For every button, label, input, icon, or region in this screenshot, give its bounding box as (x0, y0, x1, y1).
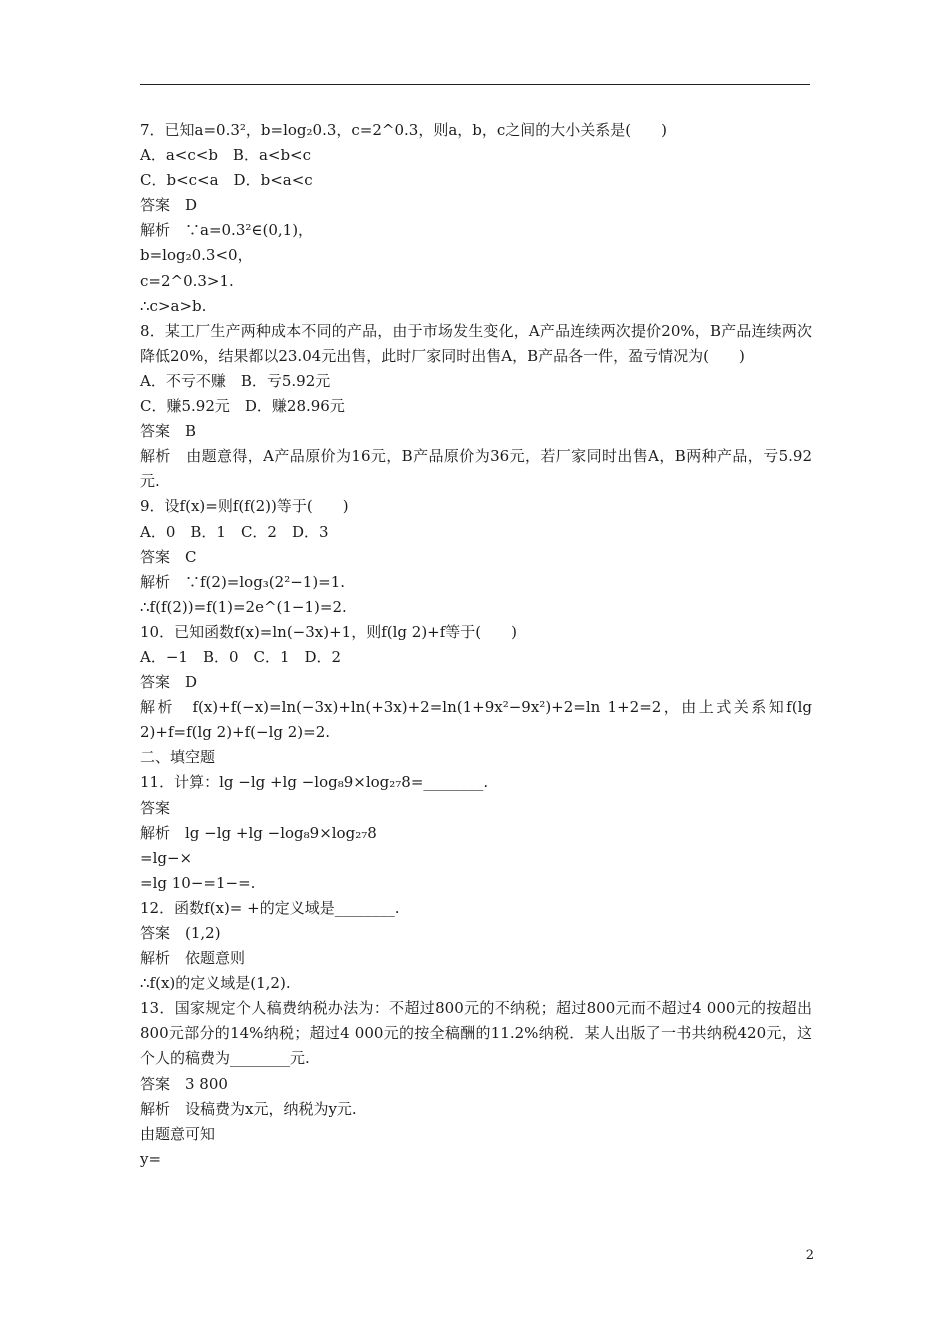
q7-solution: 解析 ∵a=0.3²∈(0,1)， (140, 221, 314, 240)
section-heading: 二、填空题 (140, 748, 216, 767)
q8-stem: 8．某工厂生产两种成本不同的产品，由于市场发生变化，A产品连续两次提价20%，B产品连续两次降低20%，结果都以23.04元出售，此时厂家同时出售A，B产品各一件，盈亏情况为( ) (140, 321, 812, 365)
q7-solution-step: c=2^0.3>1. (140, 271, 234, 290)
page-number: 2 (805, 1248, 814, 1263)
q7-stem: 7．已知a=0.3²，b=log₂0.3，c=2^0.3，则a，b，c之间的大小关系是( ) (140, 121, 667, 139)
q7-options-cd: C．b<c<a D．b<a<c (140, 171, 313, 190)
q7-conclusion: ∴c>a>b. (140, 296, 207, 315)
q8-answer: 答案 B (140, 422, 197, 441)
q10-answer: 答案 D (140, 673, 198, 692)
q8-solution: 解析 由题意得，A产品原价为16元，B产品原价为36元，若厂家同时出售A，B两种产品，亏5.92元. (140, 447, 812, 491)
q11-solution-step: =lg−× (140, 848, 193, 867)
q13-stem: 13．国家规定个人稿费纳税办法为：不超过800元的不纳税；超过800元而不超过4 000元的按超出800元部分的14%纳税；超过4 000元的按全稿酬的11.2%纳税．某人出版了一书共纳税420元，这个人的稿费为________元. (140, 999, 812, 1068)
q12-solution: 解析 依题意则 (140, 949, 246, 968)
q7-answer: 答案 D (140, 196, 198, 215)
q7-solution-step: b=log₂0.3<0， (140, 246, 253, 265)
q7-options-ab: A．a<c<b B．a<b<c (140, 146, 312, 165)
q11-solution-step: =lg 10−=1−=. (140, 873, 256, 892)
q12-conclusion: ∴f(x)的定义域是(1,2). (140, 974, 291, 993)
q8-options-cd: C．赚5.92元 D．赚28.96元 (140, 397, 345, 416)
header-rule (140, 84, 810, 85)
document-body (140, 118, 812, 1172)
q11-stem: 11．计算：lg −lg +lg −log₈9×log₂₇8=________. (140, 773, 489, 792)
q10-solution: 解析 f(x)+f(−x)=ln(−3x)+ln(+3x)+2=ln(1+9x²−9x²)+2=ln 1+2=2，由上式关系知f(lg 2)+f=f(lg 2)+f(−lg 2)=2. (140, 698, 812, 742)
q13-answer: 答案 3 800 (140, 1074, 228, 1093)
q9-answer: 答案 C (140, 547, 197, 566)
q13-solution: 解析 设稿费为x元，纳税为y元. (140, 1099, 357, 1118)
q9-options: A．0 B．1 C．2 D．3 (140, 522, 329, 541)
q9-conclusion: ∴f(f(2))=f(1)=2e^(1−1)=2. (140, 597, 347, 616)
q10-options: A．−1 B．0 C．1 D．2 (140, 647, 342, 666)
q8-options-ab: A．不亏不赚 B．亏5.92元 (140, 371, 331, 390)
q13-solution-step: y= (140, 1149, 162, 1168)
q11-solution: 解析 lg −lg +lg −log₈9×log₂₇8 (140, 823, 377, 842)
q9-stem: 9．设f(x)=则f(f(2))等于( ) (140, 497, 349, 516)
q12-stem: 12．函数f(x)= +的定义域是________. (140, 898, 400, 917)
q12-answer: 答案 (1,2) (140, 924, 221, 942)
q13-solution-step: 由题意可知 (140, 1124, 216, 1143)
q11-answer: 答案 (140, 798, 171, 817)
q10-stem: 10．已知函数f(x)=ln(−3x)+1，则f(lg 2)+f等于( ) (140, 622, 518, 641)
q9-solution: 解析 ∵f(2)=log₃(2²−1)=1. (140, 572, 346, 591)
